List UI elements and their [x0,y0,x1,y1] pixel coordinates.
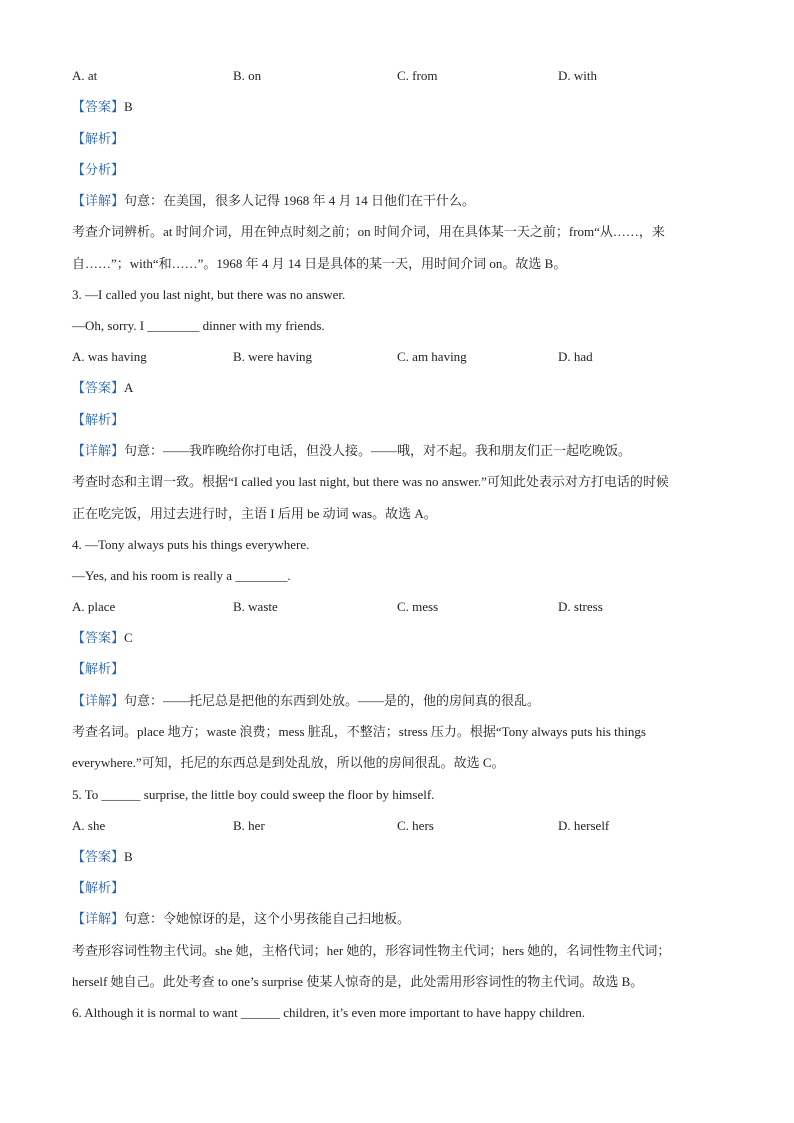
option-a: A. was having [72,349,147,364]
option-b: B. were having [233,349,313,364]
question-stem: —Oh, sorry. I ________ dinner with my friends. [72,318,325,333]
option-b: B. on [233,68,262,83]
option-c: C. mess [397,599,439,614]
analysis-tag: 【解析】 [72,661,125,676]
answer-value: C [124,630,133,645]
analysis-sub-tag: 【分析】 [72,162,125,177]
option-d: D. stress [558,599,603,614]
option-b: B. waste [233,599,278,614]
option-a: A. place [72,599,116,614]
question-stem: 5. To ______ surprise, the little boy could sweep the floor by himself. [72,787,435,802]
detail-tag: 【详解】 [72,911,125,926]
option-d: D. with [558,68,597,83]
detail-text: 句意：令她惊讶的是，这个小男孩能自己扫地板。 [124,911,411,926]
explanation-text: 考查介词辨析。at 时间介词，用在钟点时刻之前；on 时间介词，用在具体某一天之前；from“从……，来 [72,224,665,239]
option-d: D. herself [558,818,610,833]
analysis-line [72,879,124,897]
question-stem: 6. Although it is normal to want ______ children, it’s even more important to have happy children. [72,1005,586,1020]
explanation-text: 考查名词。place 地方；waste 浪费；mess 脏乱，不整洁；stress 压力。根据“Tony always puts his things [72,724,646,739]
detail-line [72,910,410,928]
analysis-tag: 【解析】 [72,880,125,895]
answer-tag: 【答案】 [72,630,125,645]
detail-line [72,692,540,710]
explanation-text: 正在吃完饭，用过去进行时，主语 I 后用 be 动词 was。故选 A。 [72,506,437,521]
analysis-line [72,130,124,148]
detail-line [72,192,475,210]
answer-tag: 【答案】 [72,380,125,395]
explanation-text: herself 她自己。此处考查 to one’s surprise 使某人惊奇的是，此处需用形容词性的物主代词。故选 B。 [72,974,644,989]
analysis-tag: 【解析】 [72,131,125,146]
option-c: C. hers [397,818,434,833]
detail-text: 句意：——托尼总是把他的东西到处放。——是的，他的房间真的很乱。 [124,693,541,708]
answer-line [72,98,133,116]
analysis-tag: 【解析】 [72,412,125,427]
detail-text: 句意：在美国，很多人记得 1968 年 4 月 14 日他们在干什么。 [124,193,476,208]
question-stem: 4. —Tony always puts his things everywhere. [72,537,310,552]
option-d: D. had [558,349,593,364]
option-a: A. she [72,818,106,833]
answer-line [72,629,133,647]
detail-tag: 【详解】 [72,693,125,708]
question-stem: 3. —I called you last night, but there was no answer. [72,287,346,302]
answer-tag: 【答案】 [72,99,125,114]
analysis-line [72,411,124,429]
explanation-text: 考查形容词性物主代词。she 她，主格代词；her 她的，形容词性物主代词；hers 她的，名词性物主代词； [72,943,671,958]
option-c: C. from [397,68,438,83]
option-b: B. her [233,818,265,833]
detail-line [72,442,631,460]
option-a: A. at [72,68,98,83]
answer-value: B [124,99,133,114]
explanation-text: 考查时态和主谓一致。根据“I called you last night, but there was no answer.”可知此处表示对方打电话的时候 [72,474,669,489]
answer-value: A [124,380,134,395]
answer-tag: 【答案】 [72,849,125,864]
option-c: C. am having [397,349,467,364]
answer-line [72,379,133,397]
answer-line [72,848,133,866]
analysis-sub-line [72,161,124,179]
detail-tag: 【详解】 [72,443,125,458]
explanation-text: 自……”；with“和……”。1968 年 4 月 14 日是具体的某一天，用时间介词 on。故选 B。 [72,256,567,271]
detail-tag: 【详解】 [72,193,125,208]
question-stem: —Yes, and his room is really a ________. [72,568,291,583]
analysis-line [72,660,124,678]
detail-text: 句意：——我昨晚给你打电话，但没人接。——哦，对不起。我和朋友们正一起吃晚饭。 [124,443,632,458]
answer-value: B [124,849,133,864]
explanation-text: everywhere.”可知，托尼的东西总是到处乱放，所以他的房间很乱。故选 C。 [72,755,505,770]
